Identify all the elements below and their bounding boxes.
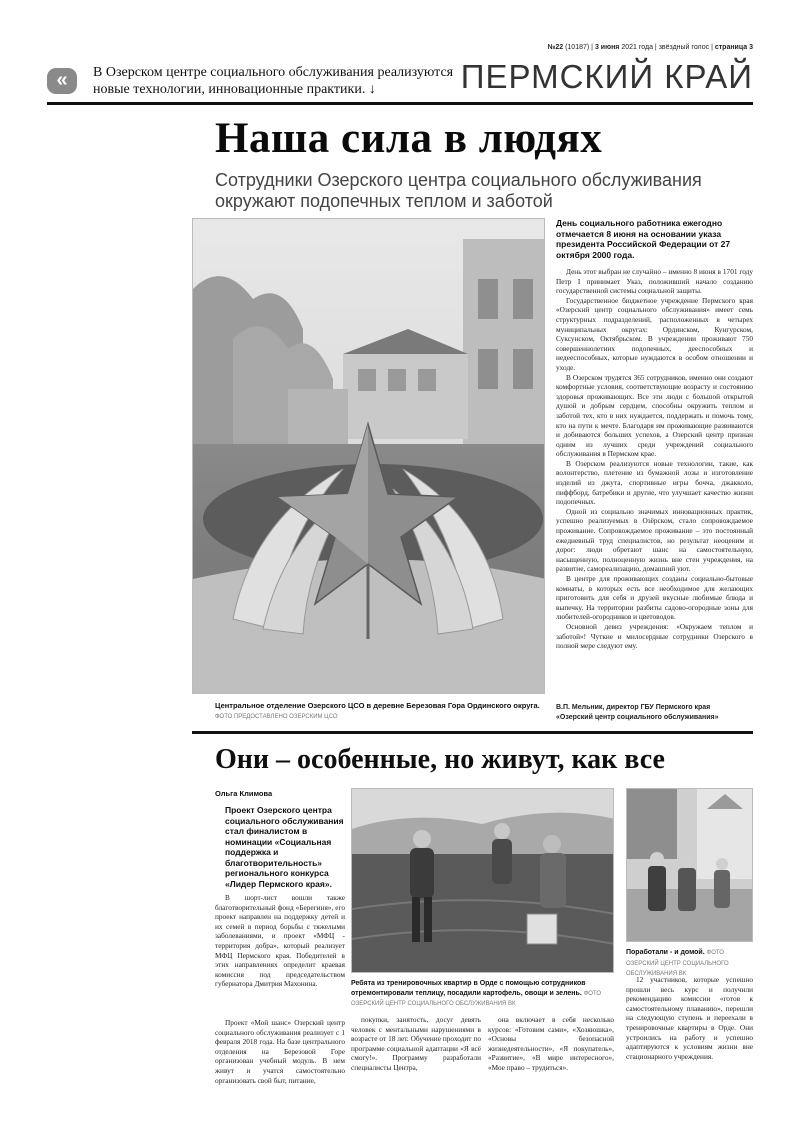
- date-day: 3: [594, 44, 599, 51]
- issue-meta: №22 (10187) | 3 июня 2021 года | звёздный голос | страница 3: [547, 44, 753, 51]
- header-lead: В Озерском центре социального обслуживания реализуются новые технологии, инновационные практики. ↓: [93, 65, 454, 97]
- article-paragraph: Государственное бюджетное учреждение Пермского края «Озерский центр социального обслуживания» имеет семь структурных подразделений, расположенных в четырех муниципальных округах: Ординском, Кунгурском, Суксунском, Октябрьском. В учреждении проживают 750 совершеннолетних подопечных, дееспособных и недееспособных, которые нуждаются в особом отношении и уходе.: [556, 295, 753, 372]
- article2-paragraph: Проект «Мой шанс» Озерский центр социального обслуживания реализует с 1 февраля 2018 года. На базе центрального отделения на Березовой Горе организован учебный модуль. В нем живут и учатся самостоятельно организовать свой быт, питание,: [215, 1018, 345, 1085]
- issue-number: №22: [547, 44, 564, 51]
- article-body: [556, 267, 753, 699]
- signature-name: В.П. Мельник, директор ГБУ Пермского края: [556, 704, 711, 711]
- article2-column-3: [351, 1015, 481, 1120]
- main-photo-credit: ФОТО ПРЕДОСТАВЛЕНО ОЗЕРСКИМ ЦСО: [215, 714, 338, 720]
- article2-paragraph: В шорт-лист вошли также благотворительный фонд «Берегиня», его проект направлен на поддержку детей и их семей в период борьбы с тяжелыми заболеваниями, и проект «МФЦ - территория добра», который реализует МФЦ Пермского края. Победителей в этих направлениях определит краевая комиссия под председательством губернатора Дмитрия Махонина.: [215, 893, 345, 989]
- article-paragraph: Одной из социально значимых инновационных практик, успешно реализуемых в Озёрском, стало сопровождаемое проживание. Сопровождаемое проживание – это постоянный ежедневный труд специалистов, но результат неоценим и дорог: люди обретают шанс на самостоятельную, насыщенную, полноценную жизнь вне стен учреждения, на развитие, самореализацию, домашний уют.: [556, 506, 753, 574]
- walk-photo-credit: ФОТО ОЗЕРСКИЙ ЦЕНТР СОЦИАЛЬНОГО ОБСЛУЖИВАНИЯ ВК: [626, 950, 729, 977]
- garden-photo: [351, 788, 614, 973]
- section-divider: [192, 731, 753, 734]
- garden-photo-credit: ФОТО ОЗЕРСКИЙ ЦЕНТР СОЦИАЛЬНОГО ОБСЛУЖИВАНИЯ ВК: [351, 990, 602, 1007]
- header-divider: [47, 102, 753, 105]
- article2-paragraph: она включает в себя несколько курсов: «Готовим сами», «Хозяюшка», «Основы безопасной жизнедеятельности», «Я покупатель», «Развитие», «В мире интересного», «Мое право – трудиться».: [488, 1015, 614, 1072]
- main-photo-caption: [215, 701, 545, 722]
- article2-headline: Они – особенные, но живут, как все: [215, 744, 665, 775]
- garden-photo-caption-text: Ребята из тренировочных квартир в Орде с помощью сотрудников отремонтировали теплицу, посадили картофель, овощи и зелень.: [351, 980, 586, 997]
- article-lead: День социального работника ежегодно отмечается 8 июня на основании указа президента Российской Федерации от 27 октября 2000 года.: [556, 218, 731, 260]
- date-month: июня: [600, 44, 620, 51]
- section-badge-icon: «: [47, 68, 77, 94]
- article-subhead: Сотрудники Озерского центра социального обслуживания окружают подопечных теплом и заботой: [215, 170, 702, 211]
- section-title: ПЕРМСКИЙ КРАЙ: [460, 58, 753, 95]
- paper-name: звёздный голос: [658, 44, 710, 51]
- article2-paragraph: покупки, занятость, досуг девять человек с ментальными нарушениями в возрасте от 18 лет. Обучение проходит по программе социальной адаптации «Я всё смогу!». Программу разработали специалисты Центра,: [351, 1015, 481, 1072]
- article-paragraph: День этот выбран не случайно – именно 8 июня в 1701 году Петр I принимает Указ, положивший начало созданию государственной системы социальной защиты.: [556, 267, 753, 296]
- article-paragraph: Основной девиз учреждения: «Окружаем теплом и заботой»! Чуткие и милосердные сотрудники Озерского в полной мере следуют ему.: [556, 621, 753, 651]
- walk-photo-caption-text: Поработали - и домой.: [626, 949, 705, 956]
- walk-photo: [626, 788, 753, 942]
- date-year: 2021 года: [621, 44, 653, 51]
- article2-column-4: [488, 1015, 614, 1120]
- article-signature: [556, 703, 753, 722]
- article2-column-2: [215, 1018, 345, 1120]
- article-headline: Наша сила в людях: [215, 115, 603, 162]
- page-number: страница 3: [714, 44, 753, 51]
- article2-author: Ольга Климова: [215, 789, 273, 798]
- article2-lead: Проект Озерского центра социального обслуживания стал финалистом в номинации «Социальная поддержка и благотворительность» регионального конкурса «Лидер Пермского края».: [225, 805, 344, 889]
- garden-photo-caption: [351, 979, 614, 1010]
- article-paragraph: В Озерском трудятся 365 сотрудников, именно они создают комфортные условия, соответствующие возрасту и состоянию здоровья проживающих. Все эти люди с большой открытой душой и добрым сердцем, способны окружить теплом и заботой тех, кто в них нуждается, поддержать и помочь тому, кто на пути к мечте. Благодаря им проживающие развиваются и добиваются больших успехов, а Озерский центр признан одним из лучших среди учреждений социального обслуживания в Пермском крае.: [556, 372, 753, 459]
- article2-paragraph: 12 участников, которые успешно прошли весь курс и получили рекомендацию комиссии «готов к самостоятельному плаванию», перешли на следующую ступень и переехали в тренировочные квартиры в Орде. Они устроились на работу и успешно адаптируются к условиям жизни вне стационарного учреждения.: [626, 975, 753, 1061]
- article-paragraph: В Озерском реализуются новые технологии, такие, как волонтерство, плетение из бумажной лозы и изготовление изделий из джута, спортивные игры бочча, джакколо, пиффборд, батребики и другие, что улучшает качество жизни подопечных.: [556, 458, 753, 507]
- main-photo-caption-text: Центральное отделение Озерского ЦСО в деревне Березовая Гора Ординского округа.: [215, 701, 540, 710]
- article2-column-5: [626, 975, 753, 1120]
- signature-org: «Озерский центр социального обслуживания»: [556, 713, 719, 721]
- article-paragraph: В центре для проживающих созданы социально-бытовые комнаты, в которых есть все необходимое для желающих приготовить для себя и друзей вкусные любимые блюда и выпечку. На территории разбиты садово-огородные зоны для любителей-огородников и цветоводов.: [556, 574, 753, 622]
- main-photo: [192, 218, 545, 694]
- issue-total: (10187): [565, 44, 590, 51]
